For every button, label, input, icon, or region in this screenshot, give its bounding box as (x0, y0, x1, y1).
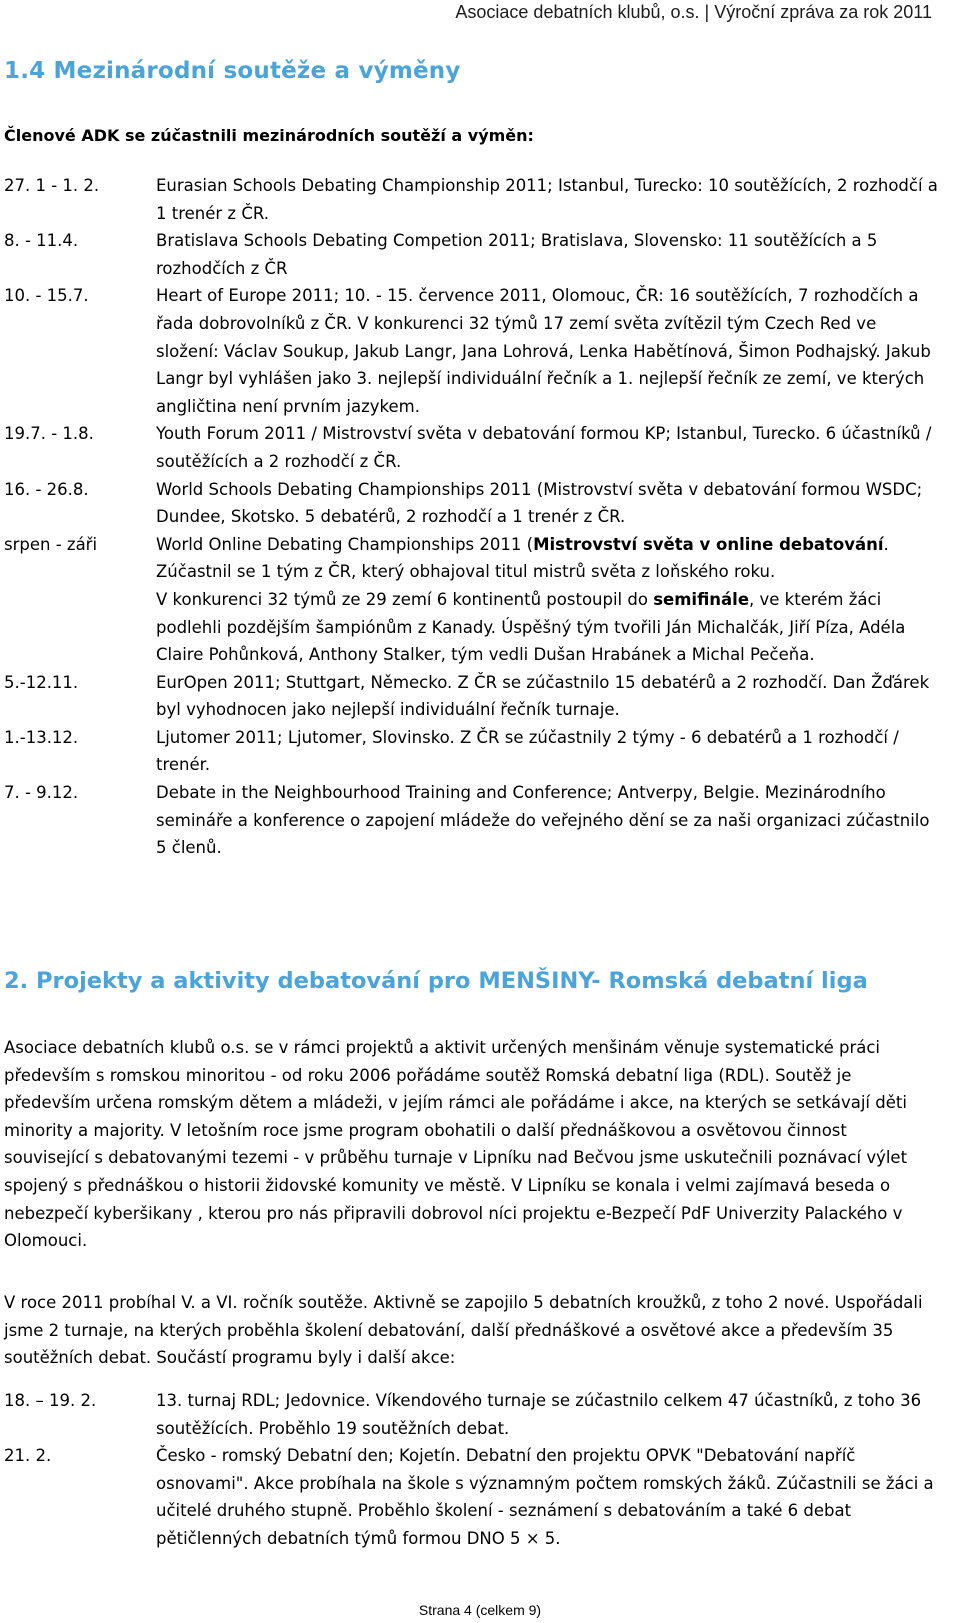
event-text (156, 531, 940, 669)
paragraph-rdl-intro: Asociace debatních klubů o.s. se v rámci projektů a aktivit určených menšinám věnuje systematické práci především s romskou minoritou - od roku 2006 pořádáme soutěž Romská debatní liga (RDL). Soutěž je především určena romským dětem a mládeži, v jejím rámci ale pořádáme i akce, na kterých se setkávají děti minority a majority. V letošním roce jsme program obohatili o další přednáškovou a osvětovou činnost související s debatovanými tezemi - v průběhu turnaje v Lipníku nad Bečvou jsme uskutečnili poznávací výlet spojený s přednáškou o historii židovské komunity ve městě. V Lipníku se konala i velmi zajímavá beseda o nebezpečí kyberšikany , kterou pro nás připravili dobrovol níci projektu e-Bezpečí PdF Univerzity Palackého v Olomouci. (4, 1038, 908, 1251)
event-row (4, 724, 940, 779)
event-date: 8. - 11.4. (4, 231, 79, 251)
rdl-events-list (4, 1387, 940, 1553)
event-text: World Schools Debating Championships 2011 (Mistrovství světa v debatování formou WSDC; Dundee, Skotsko. 5 debatérů, 2 rozhodčí a 1 trenér z ČR. (156, 479, 923, 527)
event-paragraph: Zúčastnil se 1 tým z ČR, který obhajoval titul mistrů světa z loňského roku. (156, 562, 776, 582)
event-paragraph (156, 531, 940, 559)
event-paragraph (156, 586, 940, 669)
event-row (4, 172, 940, 227)
event-text-bold: semifinále (653, 589, 750, 609)
event-date: 18. – 19. 2. (4, 1391, 97, 1410)
event-date: 10. - 15.7. (4, 286, 89, 306)
event-date: 16. - 26.8. (4, 479, 89, 499)
event-text-part: . (883, 534, 889, 554)
international-events-list (4, 172, 940, 862)
event-text-part: V konkurenci 32 týmů ze 29 zemí 6 kontinentů postoupil do (156, 589, 654, 609)
event-text: Bratislava Schools Debating Competion 2011; Bratislava, Slovensko: 11 soutěžících a 5 rozhodčích z ČR (156, 231, 878, 278)
event-row (4, 476, 940, 531)
event-date: 1.-13.12. (4, 727, 79, 747)
event-row (4, 282, 940, 420)
event-row (4, 669, 940, 724)
event-row (4, 531, 940, 669)
section-heading-minorities: 2. Projekty a aktivity debatování pro MENŠINY- Romská debatní liga (4, 968, 868, 994)
section-heading-international: 1.4 Mezinárodní soutěže a výměny (4, 58, 461, 84)
event-text: Eurasian Schools Debating Championship 2011; Istanbul, Turecko: 10 soutěžících, 2 rozhodčí a 1 trenér z ČR. (156, 176, 938, 223)
event-date: srpen - záři (4, 534, 98, 554)
event-text: Česko - romský Debatní den; Kojetín. Debatní den projektu OPVK "Debatování napříč osnovami". Akce probíhala na škole s významným počtem romských žáků. Zúčastnili se žáci a učitelé druhého stupně. Proběhlo školení - seznámení s debatováním a také 6 debat pětičlenných debatních týmů formou DNO 5 × 5. (156, 1446, 934, 1548)
event-text: Heart of Europe 2011; 10. - 15. července 2011, Olomouc, ČR: 16 soutěžících, 7 rozhodčích a řada dobrovolníků z ČR. V konkurenci 32 týmů 17 zemí světa zvítězil tým Czech Red ve složení: Václav Soukup, Jakub Langr, Jana Lohrová, Lenka Habětínová, Šimon Podhajský. Jakub Langr byl vyhlášen jako 3. nejlepší individuální řečník a 1. nejlepší řečník ze zemí, ve kterých angličtina není prvním jazykem. (156, 286, 931, 416)
event-text: Ljutomer 2011; Ljutomer, Slovinsko. Z ČR se zúčastnily 2 týmy - 6 debatérů a 1 rozhodčí / trenér. (156, 727, 899, 775)
page-footer: Strana 4 (celkem 9) (418, 1602, 542, 1618)
event-text-bold: Mistrovství světa v online debatování (533, 534, 884, 554)
event-date: 7. - 9.12. (4, 783, 79, 803)
event-text: 13. turnaj RDL; Jedovnice. Víkendového turnaje se zúčastnilo celkem 47 účastníků, z toho 36 soutěžících. Proběhlo 19 soutěžních debat. (156, 1391, 922, 1438)
event-row (4, 420, 940, 475)
event-text-part: World Online Debating Championships 2011 ( (156, 534, 534, 554)
event-date: 5.-12.11. (4, 672, 79, 692)
event-text: EurOpen 2011; Stuttgart, Německo. Z ČR se zúčastnilo 15 debatérů a 2 rozhodčí. Dan Žďárek byl vyhodnocen jako nejlepší individuální řečník turnaje. (156, 672, 930, 720)
event-date: 21. 2. (4, 1446, 52, 1466)
event-date: 27. 1 - 1. 2. (4, 176, 100, 195)
event-row (4, 227, 940, 282)
event-row (4, 1442, 940, 1552)
event-text: Debate in the Neighbourhood Training and Conference; Antverpy, Belgie. Mezinárodního semináře a konference o zapojení mládeže do veřejného dění se za naši organizaci zúčastnilo 5 členů. (156, 783, 930, 858)
paragraph-rdl-2011: V roce 2011 probíhal V. a VI. ročník soutěže. Aktivně se zapojilo 5 debatních kroužků, z toho 2 nové. Uspořádali jsme 2 turnaje, na kterých proběhla školení debatování, další přednáškové a osvětové akce a především 35 soutěžních debat. Součástí programu byly i další akce: (4, 1293, 923, 1368)
event-row (4, 779, 940, 862)
event-text-part: , ve kterém žáci podlehli pozdějším šampiónům z Kanady. Úspěšný tým tvořili Ján Michalčák, Jiří Píza, Adéla Claire Pohůnková, Anthony Stalker, tým vedli Dušan Hrabánek a Michal Pečeňa. (156, 589, 906, 665)
page-header: Asociace debatních klubů, o.s. | Výroční zpráva za rok 2011 (455, 2, 932, 22)
event-date: 19.7. - 1.8. (4, 424, 94, 444)
section-lead: Členové ADK se zúčastnili mezinárodních soutěží a výměn: (4, 126, 534, 145)
event-text: Youth Forum 2011 / Mistrovství světa v debatování formou KP; Istanbul, Turecko. 6 účastníků / soutěžících a 2 rozhodčí z ČR. (156, 424, 932, 471)
event-row (4, 1387, 940, 1442)
